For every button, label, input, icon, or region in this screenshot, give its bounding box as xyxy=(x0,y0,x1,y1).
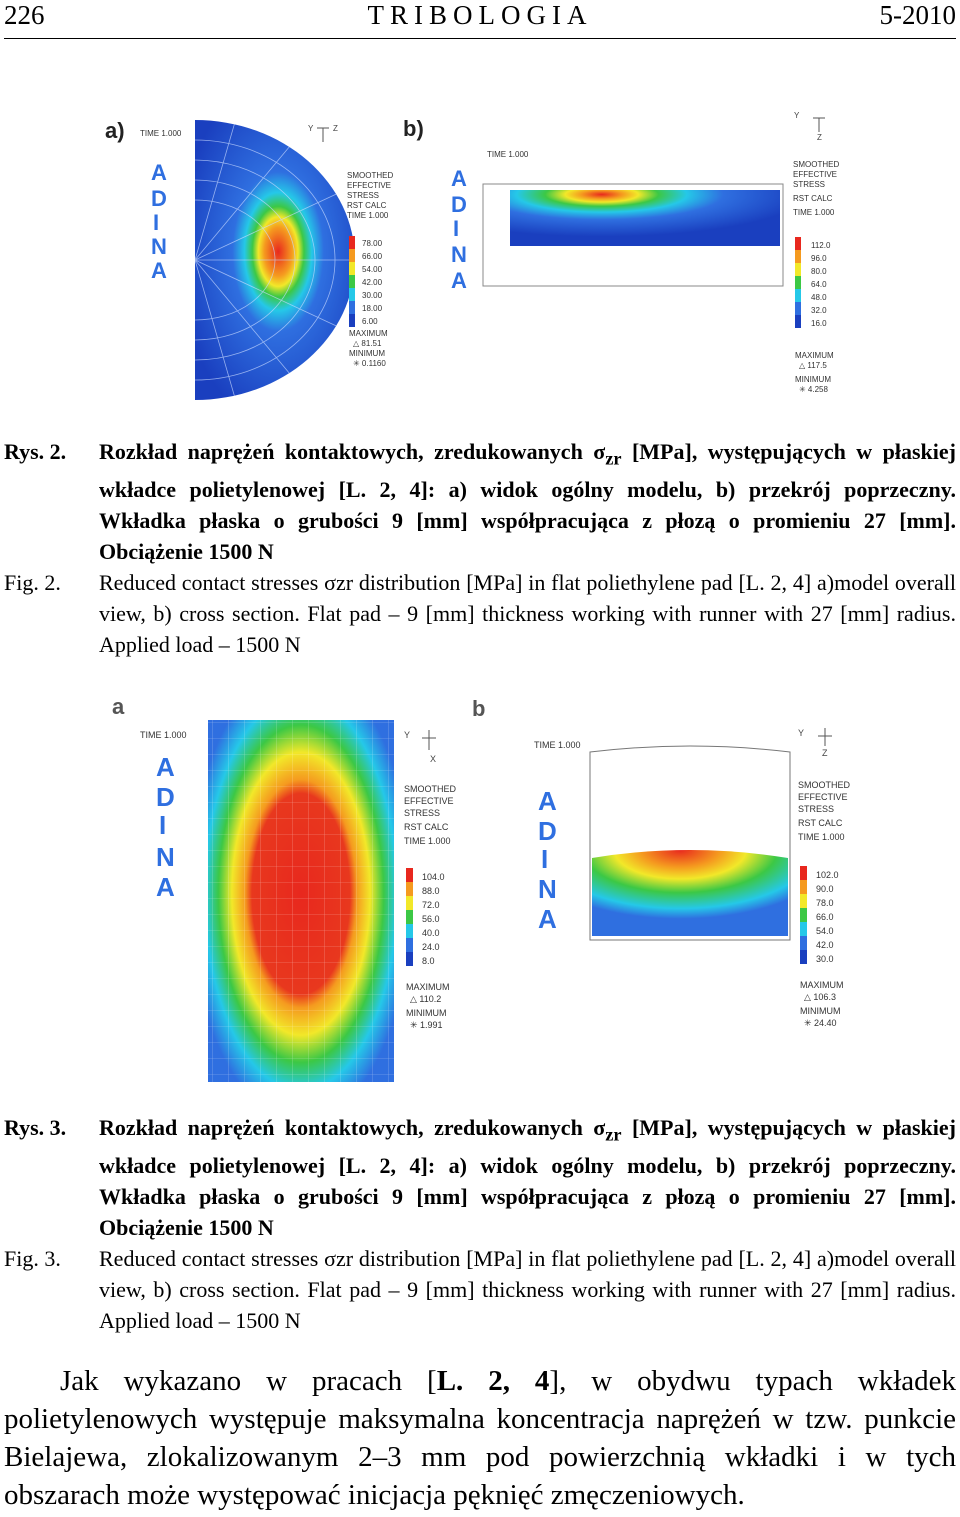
svg-text:A: A xyxy=(151,160,167,185)
svg-text:I: I xyxy=(153,210,160,235)
figure-3 xyxy=(100,690,860,1085)
legend-level: 66.0 xyxy=(816,912,834,922)
legend-title-line: EFFECTIVE xyxy=(347,181,392,190)
svg-text:A: A xyxy=(151,258,167,283)
figure-3-caption xyxy=(4,1112,956,1336)
caption-english-text: Reduced contact stresses σzr distribution [MPa] in flat poliethylene pad [L. 2, 4] a)model overall view, b) cross section. Flat pad – 9 [mm] thickness working with runner with 27 [mm] radius. Applied load – 1500 N xyxy=(99,570,956,658)
min-value: ✳ 1.991 xyxy=(410,1020,443,1030)
legend-level: 6.00 xyxy=(362,317,378,326)
panel-a-label: a xyxy=(112,694,125,719)
legend-level: 8.0 xyxy=(422,956,435,966)
min-label: MINIMUM xyxy=(795,375,831,384)
issue-number: 5-2010 xyxy=(879,0,956,30)
axis-z-label: Z xyxy=(822,748,828,758)
legend-level: 102.0 xyxy=(816,870,839,880)
max-label: MAXIMUM xyxy=(800,980,844,990)
svg-text:D: D xyxy=(156,782,175,812)
legend-levels xyxy=(362,239,383,326)
axis-triad xyxy=(813,118,825,132)
figure-2-svg xyxy=(95,100,865,405)
stress-contour-section xyxy=(592,850,788,936)
legend-level: 66.00 xyxy=(362,252,383,261)
min-label: MINIMUM xyxy=(800,1006,841,1016)
legend-level: 112.0 xyxy=(811,241,831,250)
svg-text:N: N xyxy=(156,842,175,872)
legend-level: 104.0 xyxy=(422,872,445,882)
legend-extremes xyxy=(795,351,834,394)
legend-title-line: STRESS xyxy=(404,808,441,818)
legend-title-line: STRESS xyxy=(798,804,835,814)
svg-text:N: N xyxy=(451,242,467,267)
max-label: MAXIMUM xyxy=(795,351,834,360)
axis-z-label: Z xyxy=(817,133,822,142)
legend-level: 30.00 xyxy=(362,291,383,300)
legend-level: 40.0 xyxy=(422,928,440,938)
adina-logo xyxy=(156,752,175,902)
axis-triad xyxy=(317,128,329,142)
axis-triad xyxy=(818,728,832,746)
legend-level: 54.00 xyxy=(362,265,383,274)
legend-level: 24.0 xyxy=(422,942,440,952)
caption-polish-text-end: [MPa], występujących w płaskiej wkładce polietylenowej [L. 2, 4]: a) widok ogólny modelu, b) przekrój poprzeczny. Wkładka płaska o grubości 9 [mm] współpracująca z płozą o promieniu 27 [mm]. Obciążenie 1500 N xyxy=(99,439,956,565)
legend-color-bar xyxy=(349,236,355,327)
panel-b-label: b) xyxy=(403,116,424,141)
legend-level: 90.0 xyxy=(816,884,834,894)
svg-text:A: A xyxy=(451,166,467,191)
legend-title xyxy=(793,160,839,217)
figure-2-caption xyxy=(4,436,956,660)
axis-triad xyxy=(422,730,436,750)
min-label: MINIMUM xyxy=(349,349,385,358)
caption-polish-subscript: zr xyxy=(605,448,622,469)
adina-logo xyxy=(538,786,557,934)
caption-polish-text-end: [MPa], występujących w płaskiej wkładce polietylenowej [L. 2, 4]: a) widok ogólny modelu, b) przekrój poprzeczny. Wkładka płaska o grubości 9 [mm] współpracująca z płozą o promieniu 27 [mm]. Obciążenie 1500 N xyxy=(99,1115,956,1241)
max-label: MAXIMUM xyxy=(349,329,388,338)
legend-extremes xyxy=(800,980,844,1028)
legend-title-line: EFFECTIVE xyxy=(404,796,454,806)
min-value: ✳ 0.1160 xyxy=(353,359,386,368)
svg-text:I: I xyxy=(541,844,549,874)
legend-title xyxy=(798,780,851,842)
legend-title-line: TIME 1.000 xyxy=(793,208,835,217)
axis-y-label: Y xyxy=(794,111,800,120)
axis-z-label: Z xyxy=(333,124,338,133)
svg-text:I: I xyxy=(453,216,460,241)
legend-level: 18.00 xyxy=(362,304,383,313)
stress-contour-section xyxy=(510,190,780,246)
legend-title-line: STRESS xyxy=(793,180,826,189)
legend-color-bar xyxy=(795,237,801,328)
caption-english-text: Reduced contact stresses σzr distribution [MPa] in flat poliethylene pad [L. 2, 4] a)model overall view, b) cross section. Flat pad – 9 [mm] thickness working with runner with 27 [mm] radius. Applied load – 1500 N xyxy=(99,1246,956,1334)
legend-title-line: TIME 1.000 xyxy=(798,832,845,842)
adina-logo xyxy=(151,160,167,283)
legend-title-line: SMOOTHED xyxy=(404,784,457,794)
body-text-start: Jak wykazano w pracach [ xyxy=(60,1365,437,1397)
max-value: △ 106.3 xyxy=(804,992,836,1002)
legend-level: 54.0 xyxy=(816,926,834,936)
svg-text:A: A xyxy=(451,268,467,293)
svg-text:N: N xyxy=(151,234,167,259)
legend-level: 32.0 xyxy=(811,306,827,315)
legend-extremes xyxy=(349,329,388,368)
svg-text:A: A xyxy=(156,752,175,782)
axis-y-label: Y xyxy=(404,730,411,740)
legend-title-line: EFFECTIVE xyxy=(798,792,848,802)
caption-tag-english: Fig. 3. xyxy=(4,1246,61,1272)
legend-extremes xyxy=(406,982,450,1030)
legend-title-line: TIME 1.000 xyxy=(404,836,451,846)
legend-level: 78.00 xyxy=(362,239,383,248)
min-value: ✳ 24.40 xyxy=(804,1018,837,1028)
page-number: 226 xyxy=(4,0,45,30)
caption-polish-text-start: Rozkład naprężeń kontaktowych, zredukowanych σ xyxy=(99,439,606,464)
svg-text:D: D xyxy=(538,816,557,846)
caption-english xyxy=(4,1243,956,1336)
svg-text:N: N xyxy=(538,874,557,904)
legend-title-line: RST CALC xyxy=(347,201,387,210)
legend-title-line: RST CALC xyxy=(793,194,833,203)
svg-text:D: D xyxy=(451,192,467,217)
legend-level: 88.0 xyxy=(422,886,440,896)
panel-b-label: b xyxy=(472,696,486,721)
legend-color-bar xyxy=(406,868,413,966)
time-label: TIME 1.000 xyxy=(534,740,581,750)
svg-text:A: A xyxy=(538,786,557,816)
legend-level: 42.0 xyxy=(816,940,834,950)
legend-title-line: TIME 1.000 xyxy=(347,211,389,220)
legend-title xyxy=(404,784,457,846)
running-header xyxy=(4,0,956,39)
figure-3-svg xyxy=(100,690,860,1085)
svg-text:A: A xyxy=(538,904,557,934)
body-text-end: ], w obydwu typach wkładek polietylenowych występuje maksymalna koncentracja naprężeń w tzw. punkcie Bielajewa, zlokalizowanym 2–3 mm pod powierzchnią wkładki i w tych obszarach może występować inicjacja pęknięć zmęczeniowych. xyxy=(4,1365,956,1511)
svg-text:I: I xyxy=(159,810,167,840)
time-label: TIME 1.000 xyxy=(487,150,529,159)
axis-y-label: Y xyxy=(308,124,314,133)
svg-text:A: A xyxy=(156,872,175,902)
axis-x-label: X xyxy=(430,754,437,764)
legend-level: 96.0 xyxy=(811,254,827,263)
max-value: △ 117.5 xyxy=(799,361,827,370)
caption-tag-polish: Rys. 2. xyxy=(4,439,67,464)
legend-title-line: RST CALC xyxy=(798,818,843,828)
legend-title-line: STRESS xyxy=(347,191,380,200)
legend-level: 30.0 xyxy=(816,954,834,964)
legend-title xyxy=(347,171,393,220)
legend-title-line: EFFECTIVE xyxy=(793,170,838,179)
caption-tag-polish: Rys. 3. xyxy=(4,1115,67,1140)
legend-levels xyxy=(816,870,839,964)
caption-polish-subscript: zr xyxy=(605,1124,622,1145)
caption-polish xyxy=(4,436,956,567)
legend-levels xyxy=(811,241,831,328)
max-value: △ 81.51 xyxy=(353,339,382,348)
figure-2 xyxy=(95,100,865,405)
body-reference: L. 2, 4 xyxy=(436,1365,550,1397)
caption-polish-text-start: Rozkład naprężeń kontaktowych, zredukowanych σ xyxy=(99,1115,606,1140)
caption-polish xyxy=(4,1112,956,1243)
legend-level: 56.0 xyxy=(422,914,440,924)
legend-level: 80.0 xyxy=(811,267,827,276)
legend-level: 64.0 xyxy=(811,280,827,289)
legend-title-line: SMOOTHED xyxy=(793,160,840,169)
legend-level: 16.0 xyxy=(811,319,827,328)
legend-color-bar xyxy=(800,866,807,964)
axis-y-label: Y xyxy=(798,728,805,738)
legend-level: 48.0 xyxy=(811,293,827,302)
caption-english xyxy=(4,567,956,660)
time-label: TIME 1.000 xyxy=(140,730,187,740)
legend-level: 78.0 xyxy=(816,898,834,908)
max-label: MAXIMUM xyxy=(406,982,450,992)
journal-title: TRIBOLOGIA xyxy=(367,0,593,30)
legend-levels xyxy=(422,872,445,966)
legend-title-line: SMOOTHED xyxy=(347,171,394,180)
adina-logo xyxy=(451,166,467,293)
caption-tag-english: Fig. 2. xyxy=(4,570,61,596)
svg-text:D: D xyxy=(151,186,167,211)
body-paragraph xyxy=(4,1362,956,1514)
min-value: ✳ 4.258 xyxy=(799,385,828,394)
max-value: △ 110.2 xyxy=(410,994,442,1004)
legend-level: 42.00 xyxy=(362,278,383,287)
mesh-grid xyxy=(208,720,394,1082)
panel-a-label: a) xyxy=(105,118,125,143)
legend-title-line: SMOOTHED xyxy=(798,780,851,790)
min-label: MINIMUM xyxy=(406,1008,447,1018)
time-label: TIME 1.000 xyxy=(140,129,182,138)
legend-title-line: RST CALC xyxy=(404,822,449,832)
legend-level: 72.0 xyxy=(422,900,440,910)
